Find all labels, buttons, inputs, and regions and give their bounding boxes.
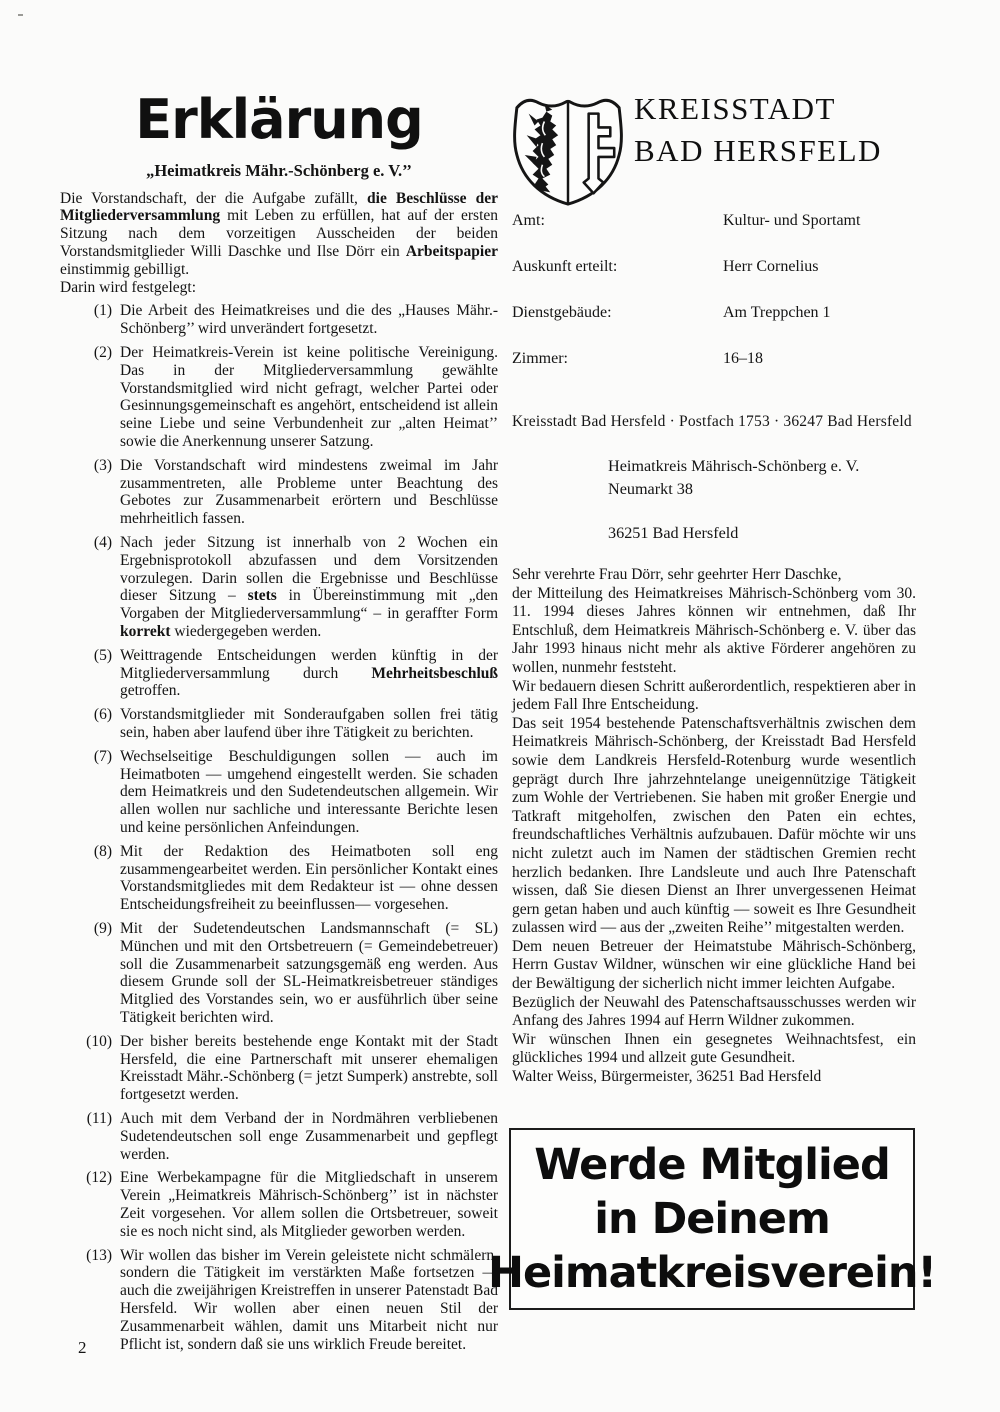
- declaration-item: [60, 920, 498, 1027]
- ad-line: Werde Mitglied: [534, 1140, 890, 1190]
- item-number: (3): [93, 456, 112, 474]
- item-text: [120, 302, 498, 337]
- article-intro-followup: Darin wird festgelegt:: [60, 278, 197, 296]
- letter-paragraph: Wir wünschen Ihnen ein gesegnetes Weihnachtsfest, ein glückliches 1994 und allzeit gute Gesundheit.: [512, 1030, 916, 1067]
- item-number: (8): [93, 842, 112, 860]
- article-intro: [60, 190, 498, 279]
- item-number: (13): [86, 1246, 112, 1264]
- declaration-item: [60, 706, 498, 742]
- text: Der bisher bereits bestehende enge Kontakt mit der Stadt Hersfeld, die eine Partnerschaft mit unserer ehemaligen Kreisstadt Mähr.-Schönberg (= jetzt Sumperk) anstrebte, soll fortgesetzt werden.: [120, 1032, 498, 1104]
- info-row: [512, 211, 916, 230]
- contact-info: [512, 211, 916, 395]
- item-number: (2): [93, 344, 112, 362]
- bold-text: Mehrheitsbeschluß: [371, 664, 498, 682]
- article-title: Erklärung: [135, 88, 423, 151]
- item-number: (11): [86, 1109, 112, 1127]
- item-number: (5): [93, 646, 112, 664]
- letter-body: [512, 566, 916, 1087]
- sender-line: Kreisstadt Bad Hersfeld · Postfach 1753 · 36247 Bad Hersfeld: [512, 412, 912, 430]
- text: Wechselseitige Beschuldigungen sollen — auch im Heimatboten — umgehend eingestellt werden. Sie schaden dem Heimatkreis und den Sudetendeutschen allgemein. Wir allen wollen nur sachliche und interessante Berichte lesen und keine persönlichen Anfeindungen.: [120, 747, 498, 836]
- info-row: [512, 257, 916, 276]
- bold-text: korrekt: [120, 623, 171, 641]
- declaration-item: [60, 1247, 498, 1354]
- declaration-article: [60, 88, 498, 1353]
- item-text: [120, 843, 498, 913]
- letter-paragraph: Bezüglich der Neuwahl des Patenschaftsausschusses werden wir Anfang des Jahres 1994 auf Herrn Wildner zukommen.: [512, 993, 916, 1030]
- recipient-city: 36251 Bad Hersfeld: [608, 524, 739, 542]
- recipient-line: Heimatkreis Mährisch-Schönberg e. V.: [608, 457, 860, 475]
- text: getroffen.: [120, 682, 181, 700]
- page-number: 2: [78, 1338, 87, 1357]
- text: Mit der Redaktion des Heimatboten soll eng zusammengearbeitet werden. Ein persönlicher Kontakt eines Vorstandsmitgliedes mit dem Redakteur ist — ohne dessen Entscheidungsfreiheit zu beeinflussen— vorgesehen.: [120, 842, 498, 914]
- item-text: [120, 344, 498, 450]
- text: Nach jeder Sitzung ist innerhalb von 2 Wochen ein Ergebnisprotokoll abzufassen und dem Vorsitzenden vorzulegen. Darin sollen die Ergebnisse und Beschlüsse dieser Sitzung –: [120, 534, 498, 605]
- text: Der Heimatkreis-Verein ist keine politische Vereinigung. Das in der Mitgliederversammlung gewählte Vorstandsmitglied wird nicht gefragt, welcher Partei oder Gesinnungsgemeinschaft es angehört, entscheidend ist allein seine Liebe und seine Verbundenheit zur „alten Heimat’’ sowie die Anerkennung unserer Satzung.: [120, 344, 498, 451]
- membership-ad: [487, 1128, 937, 1310]
- city-name-line2: BAD HERSFELD: [634, 133, 882, 168]
- item-number: (10): [86, 1032, 112, 1050]
- item-number: (7): [93, 747, 112, 765]
- item-number: (6): [93, 706, 112, 724]
- bold-text: die Beschlüsse der Mitgliederversammlung: [60, 189, 498, 225]
- info-label: Auskunft erteilt:: [512, 258, 618, 275]
- text: Eine Werbekampagne für die Mitgliedschaft in unserem Verein „Heimatkreis Mährisch-Schönberg’’ ist in nächster Zeit vorgesehen. Vor allem sollen die Ortsbetreuer, soweit sie es noch nicht sind, als Mitglieder geworben werden.: [120, 1169, 498, 1240]
- text: Auch mit dem Verband der in Nordmähren verbliebenen Sudetendeutschen soll enge Zusammenarbeit und gepflegt werden.: [120, 1109, 498, 1163]
- info-label: Zimmer:: [512, 350, 568, 367]
- declaration-item: [60, 534, 498, 641]
- declaration-item: [60, 1033, 498, 1104]
- declaration-item: [60, 302, 498, 338]
- declaration-list: [60, 302, 498, 1353]
- info-row: [512, 303, 916, 322]
- text: einstimmig gebilligt.: [60, 260, 190, 278]
- letter-paragraph: Dem neuen Betreuer der Heimatstube Mährisch-Schönberg, Herrn Gustav Wildner, wünschen wir eine glückliche Hand bei der Bewältigung der sicherlich nicht immer leichten Aufgabe.: [512, 937, 916, 993]
- article-subtitle: „Heimatkreis Mähr.-Schönberg e. V.’’: [146, 160, 412, 180]
- info-value: 16–18: [723, 350, 763, 367]
- info-row: [512, 349, 916, 368]
- item-text: [120, 1169, 498, 1239]
- info-value: Herr Cornelius: [723, 258, 819, 275]
- recipient-line: Neumarkt 38: [608, 480, 693, 498]
- text: Die Vorstandschaft wird mindestens zweimal im Jahr zusammentreten, alle Probleme unter Beachtung des Gebotes zur Zusammenarbeit erörtern und Beschlüsse mehrheitlich fassen.: [120, 456, 498, 528]
- item-text: [120, 647, 498, 700]
- declaration-item: [60, 1169, 498, 1240]
- item-text: [120, 457, 498, 527]
- declaration-item: [60, 1110, 498, 1163]
- item-text: [120, 1110, 498, 1163]
- text: Die Arbeit des Heimatkreises und die des „Hauses Mähr.-Schönberg’’ wird unverändert fortgesetzt.: [120, 302, 498, 338]
- declaration-item: [60, 843, 498, 914]
- item-text: [120, 748, 498, 836]
- city-name-line1: KREISSTADT: [634, 91, 836, 126]
- declaration-item: [60, 748, 498, 837]
- coat-of-arms-icon: [509, 92, 627, 212]
- letter-paragraph: Wir bedauern diesen Schritt außerordentlich, respektieren aber in jedem Fall Ihre Entscheidung.: [512, 677, 916, 714]
- letter-signature: Walter Weiss, Bürgermeister, 36251 Bad Hersfeld: [512, 1068, 822, 1086]
- item-text: [120, 920, 498, 1026]
- item-number: (1): [93, 302, 112, 320]
- letter-paragraph: der Mitteilung des Heimatkreises Mährisch-Schönberg vom 30. 11. 1994 dieses Jahres können wir entnehmen, daß Ihr Entschluß, dem Heimatkreis Mährisch-Schönberg e. V. über das Jahr 1993 hinaus nicht mehr als aktive Förderer angehören zu wollen, nunmehr feststeht.: [512, 584, 916, 676]
- info-value: Am Treppchen 1: [723, 304, 831, 321]
- ad-line: Heimatkreisverein!: [487, 1248, 937, 1298]
- text: Mit der Sudetendeutschen Landsmannschaft (= SL) München und mit den Ortsbetreuern (= Gemeindebetreuer) soll die Zusammenarbeit satzungsgemäß eng werden. Aus diesem Grunde soll der SL-Heimatkreisbetreuer ständiges Mitglied des Vorstandes sein, wo er ausführlich über seine Tätigkeit berichten wird.: [120, 919, 498, 1026]
- item-number: (4): [93, 534, 112, 552]
- text: Wir wollen das bisher im Verein geleistete nicht schmälern, sondern die Tätigkeit im verstärkten Maße fortsetzen — auch die zweijährigen Kreistreffen in unserer Patenstadt Bad Hersfeld. Wir wollen aber einen neuen Stil der Zusammenarbeit wählen, damit uns Mitarbeit nicht nur Pflicht ist, sondern daß sie uns wirklich Freude bereitet.: [120, 1246, 498, 1353]
- text: Vorstandsmitglieder mit Sonderaufgaben sollen frei tätig sein, haben aber laufend über ihre Tätigkeit zu berichten.: [120, 706, 498, 741]
- recipient-address: [608, 455, 859, 501]
- letter-paragraph: Das seit 1954 bestehende Patenschaftsverhältnis zwischen dem Heimatkreis Mährisch-Schönberg, der Kreisstadt Bad Hersfeld sowie dem Landkreis Hersfeld-Rotenburg wurde wesentlich geprägt durch Ihre jahrzehntelange uneigennützige Tätigkeit zum Wohle der Vertriebenen. Sie haben mit großer Energie und Tatkraft mitgeholfen, zwischen den Paten ein echtes, freundschaftliches Verhältnis aufzubauen. Dafür möchte wir uns nicht zuletzt auch im Namen der städtischen Gremien recht herzlich bedanken. Ihre Landsleute und auch Ihre Patenschaft wissen, daß Sie diesen Dienst an Ihrer unvergessenen Heimat gern getan haben und auch künftig — soweit es Ihre Gesundheit zulassen wird — aus der „zweiten Reihe’’ mitgestalten werden.: [512, 714, 916, 937]
- bold-text: stets: [247, 587, 277, 605]
- text: Die Vorstandschaft, der die Aufgabe zufällt,: [60, 189, 368, 207]
- text: mit Leben zu erfüllen, hat auf der ersten Sitzung nach dem vorzeitigen Ausscheiden der beiden Vorstandsmitglieder Willi Daschke und Ilse Dörr ein: [60, 207, 498, 261]
- scan-speck: [18, 14, 23, 16]
- info-label: Amt:: [512, 212, 545, 229]
- declaration-item: [60, 344, 498, 451]
- ad-line: in Deinem: [594, 1194, 830, 1244]
- bold-text: Arbeitspapier: [405, 243, 498, 261]
- info-value: Kultur- und Sportamt: [723, 212, 861, 229]
- item-text: [120, 1033, 498, 1103]
- text: in Übereinstimmung mit „den Vorgaben der Mitgliederversammlung“ – in geraffter Form: [120, 587, 498, 623]
- text: Weittragende Entscheidungen werden künftig in der Mitgliederversammlung durch: [120, 646, 498, 682]
- text: wiedergegeben werden.: [170, 623, 322, 641]
- item-number: (9): [93, 919, 112, 937]
- city-name: [634, 88, 882, 172]
- declaration-item: [60, 457, 498, 528]
- declaration-item: [60, 647, 498, 700]
- letter-paragraph: Sehr verehrte Frau Dörr, sehr geehrter Herr Daschke,: [512, 566, 842, 583]
- item-text: [120, 1247, 498, 1353]
- info-label: Dienstgebäude:: [512, 304, 612, 321]
- item-number: (12): [86, 1169, 112, 1187]
- item-text: [120, 706, 498, 741]
- item-text: [120, 534, 498, 640]
